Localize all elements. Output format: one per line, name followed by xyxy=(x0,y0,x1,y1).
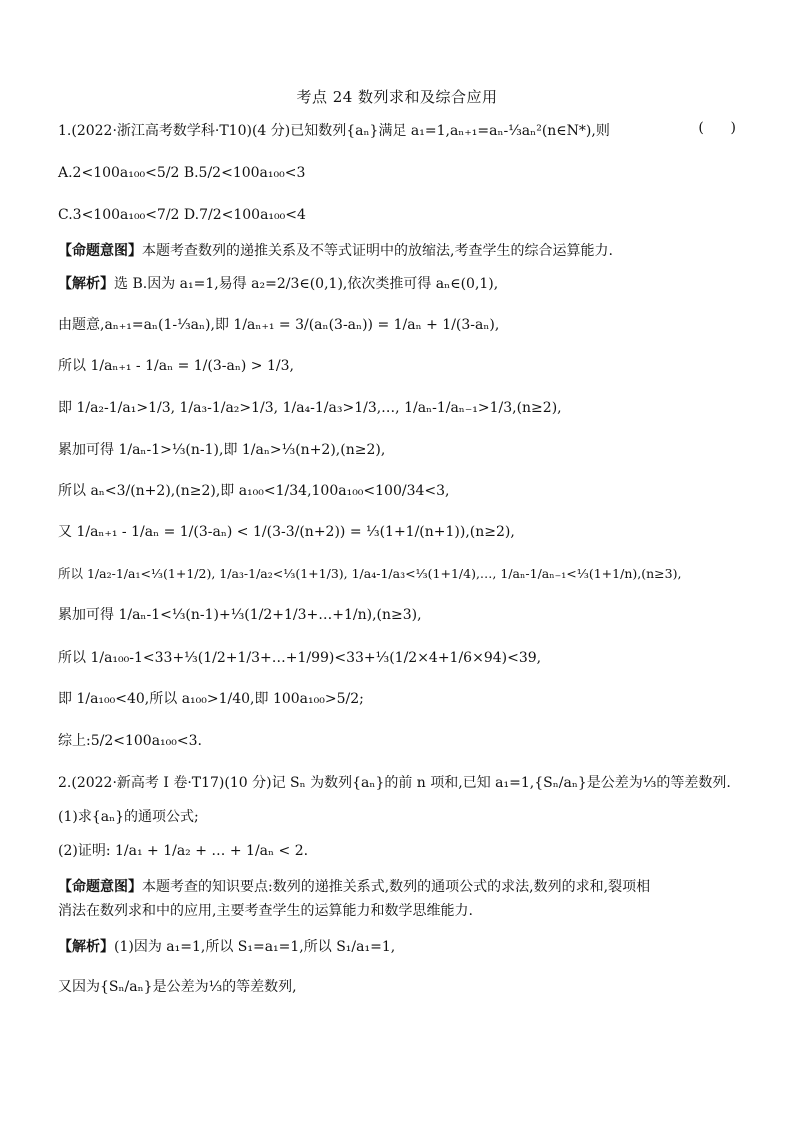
q2-intent xyxy=(58,876,748,898)
options-c-d: C.3<100a₁₀₀<7/2 D.7/2<100a₁₀₀<4 xyxy=(58,207,306,223)
q1-analysis-line: 综上:5/2<100a₁₀₀<3. xyxy=(58,733,202,749)
analysis-text: (1)因为 a₁=1,所以 S₁=a₁=1,所以 S₁/a₁=1, xyxy=(114,939,396,955)
question-2-stem: 2.(2022·新高考 I 卷·T17)(10 分)记 Sₙ 为数列{aₙ}的前 n 项和,已知 a₁=1,{Sₙ/aₙ}是公差为⅓的等差数列. xyxy=(58,775,731,791)
intent-tag: 【命题意图】 xyxy=(58,243,142,259)
question-2-part-2: (2)证明: 1/a₁ + 1/a₂ + … + 1/aₙ < 2. xyxy=(58,843,309,859)
q2-analysis-line xyxy=(58,936,748,958)
q1-analysis-line: 累加可得 1/aₙ-1<⅓(n-1)+⅓(1/2+1/3+…+1/n),(n≥3), xyxy=(58,607,422,623)
q1-analysis-line: 即 1/a₂-1/a₁>1/3, 1/a₃-1/a₂>1/3, 1/a₄-1/a₃>1/3,…, 1/aₙ-1/aₙ₋₁>1/3,(n≥2), xyxy=(58,400,562,416)
question-1-stem: 1.(2022·浙江高考数学科·T10)(4 分)已知数列{aₙ}满足 a₁=1,aₙ₊₁=aₙ-⅓aₙ²(n∈N*),则 xyxy=(58,123,610,139)
analysis-text: 选 B.因为 a₁=1,易得 a₂=2/3∈(0,1),依次类推可得 aₙ∈(0,1), xyxy=(114,276,499,292)
q1-analysis-line: 即 1/a₁₀₀<40,所以 a₁₀₀>1/40,即 100a₁₀₀>5/2; xyxy=(58,691,364,707)
q1-analysis-line: 累加可得 1/aₙ-1>⅓(n-1),即 1/aₙ>⅓(n+2),(n≥2), xyxy=(58,442,386,458)
q1-analysis-line: 又 1/aₙ₊₁ - 1/aₙ = 1/(3-aₙ) < 1/(3-3/(n+2)) = ⅓(1+1/(n+1)),(n≥2), xyxy=(58,524,515,540)
options-a-b: A.2<100a₁₀₀<5/2 B.5/2<100a₁₀₀<3 xyxy=(58,165,306,181)
question-2-part-1: (1)求{aₙ}的通项公式; xyxy=(58,809,199,825)
q1-analysis-line: 由题意,aₙ₊₁=aₙ(1-⅓aₙ),即 1/aₙ₊₁ = 3/(aₙ(3-aₙ)) = 1/aₙ + 1/(3-aₙ), xyxy=(58,317,500,333)
q2-intent-continued: 消法在数列求和中的应用,主要考查学生的运算能力和数学思维能力. xyxy=(58,903,473,919)
q2-analysis-line: 又因为{Sₙ/aₙ}是公差为⅓的等差数列, xyxy=(58,979,297,995)
answer-parentheses: ( ) xyxy=(698,120,736,136)
q1-analysis-line: 所以 1/a₁₀₀-1<33+⅓(1/2+1/3+…+1/99)<33+⅓(1/2×4+1/6×94)<39, xyxy=(58,650,542,666)
intent-text: 本题考查数列的递推关系及不等式证明中的放缩法,考查学生的综合运算能力. xyxy=(142,243,613,259)
page-title: 考点 24 数列求和及综合应用 xyxy=(296,88,498,106)
intent-tag: 【命题意图】 xyxy=(58,879,142,895)
q1-intent xyxy=(58,240,748,262)
intent-text: 本题考查的知识要点:数列的递推关系式,数列的通项公式的求法,数列的求和,裂项相 xyxy=(142,879,651,895)
analysis-tag: 【解析】 xyxy=(58,276,114,292)
q1-analysis-line xyxy=(58,273,748,295)
q1-analysis-line: 所以 1/aₙ₊₁ - 1/aₙ = 1/(3-aₙ) > 1/3, xyxy=(58,358,294,374)
q1-analysis-line: 所以 aₙ<3/(n+2),(n≥2),即 a₁₀₀<1/34,100a₁₀₀<100/34<3, xyxy=(58,483,450,499)
q1-analysis-line: 所以 1/a₂-1/a₁<⅓(1+1/2), 1/a₃-1/a₂<⅓(1+1/3), 1/a₄-1/a₃<⅓(1+1/4),…, 1/aₙ-1/aₙ₋₁<⅓(1+1/n),(n≥3), xyxy=(58,566,682,581)
analysis-tag: 【解析】 xyxy=(58,939,114,955)
